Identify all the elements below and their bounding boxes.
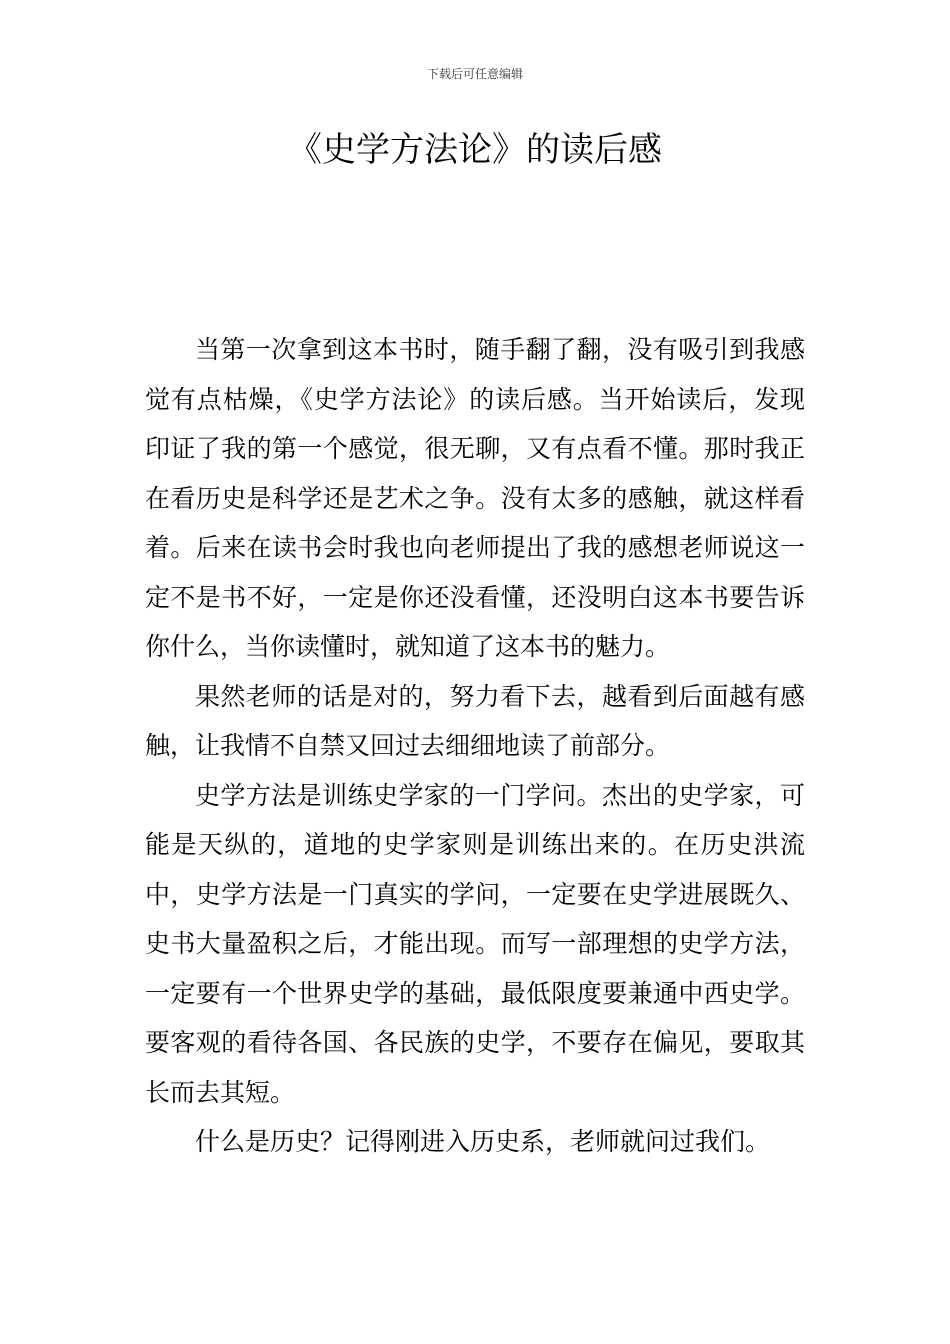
paragraph-1: 当第一次拿到这本书时，随手翻了翻，没有吸引到我感觉有点枯燥，《史学方法论》的读后感。当开始读后，发现印证了我的第一个感觉，很无聊，又有点看不懂。那时我正在看历史是科学还是艺术之争。没有太多的感触，就这样看着。后来在读书会时我也向老师提出了我的感想老师说这一定不是书不好，一定是你还没看懂，还没明白这本书要告诉你什么，当你读懂时，就知道了这本书的魅力。 bbox=[145, 335, 805, 661]
paragraph-4: 什么是历史？记得刚进入历史系，老师就问过我们。 bbox=[195, 1127, 771, 1156]
paragraph-2: 果然老师的话是对的，努力看下去，越看到后面越有感触，让我情不自禁又回过去细细地读了前部分。 bbox=[145, 681, 805, 760]
document-body bbox=[145, 325, 805, 1167]
document-title: 《史学方法论》的读后感 bbox=[288, 130, 662, 170]
header-note: 下载后可任意编辑 bbox=[426, 67, 523, 81]
paragraph-3: 史学方法是训练史学家的一门学问。杰出的史学家，可能是天纵的，道地的史学家则是训练出来的。在历史洪流中，史学方法是一门真实的学问，一定要在史学进展既久、史书大量盈积之后，才能出现。而写一部理想的史学方法，一定要有一个世界史学的基础，最低限度要兼通中西史学。要客观的看待各国、各民族的史学，不要存在偏见，要取其长而去其短。 bbox=[145, 780, 805, 1107]
